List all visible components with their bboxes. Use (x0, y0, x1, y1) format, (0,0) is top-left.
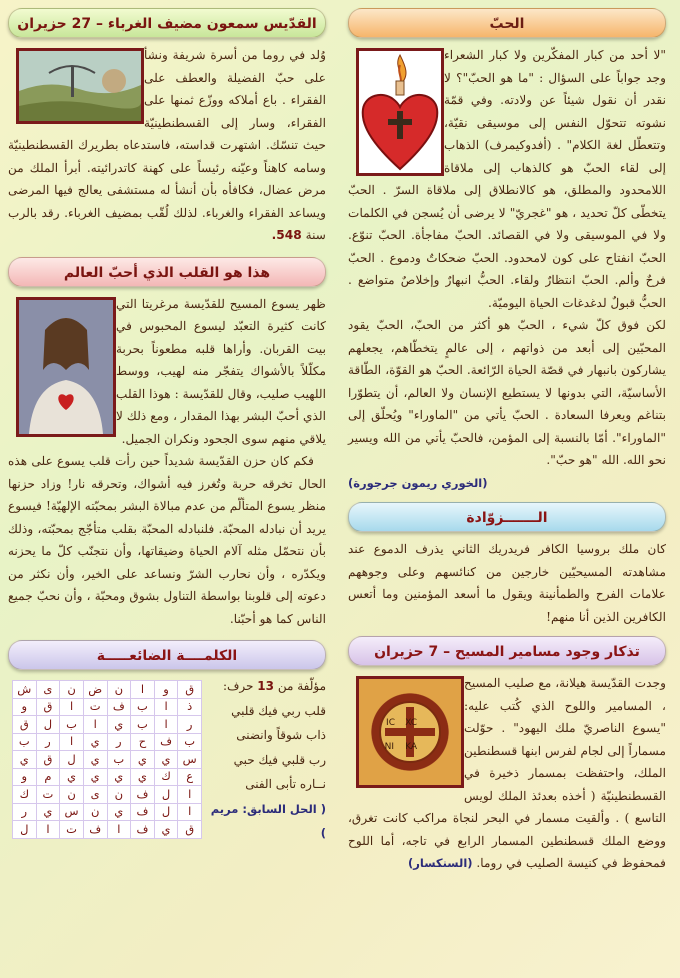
grid-cell: ش (13, 681, 37, 699)
heart-paragraph-2: فكم كان حزن القدّيسة شديداً حين رأت قلب يسوع على هذه الحال تخرقه حربة وتُغرز فيه أشواك، وتحرقه نار! وزاد حزنها منظر يسوع المتألّم من عدم مبالاة البشر بمحبّته الإلهيّة! فيسوع يريد أن نبادله المحبّة. فلنبادله المحبّة بقلب متأجّج بمحبّته، وذلك بأن نتحمّل مثله آلام الحياة وضيقاتها، وأن نتجنّب كلّ ما يحزنه ويكدّره ، وأن نحارب الشرّ ونساعد على الخير، وأن نكثر من دعوته إلى قلوبنا بواسطة التناول بشوق ومحبّة ، وأن نحبّ جميع الناس كما هو أحبّنا. (8, 454, 326, 626)
grid-cell: ك (13, 786, 37, 804)
grid-cell: ي (131, 768, 155, 786)
grid-cell: ى (36, 681, 60, 699)
grid-cell: ي (154, 821, 178, 839)
grid-cell: ق (36, 698, 60, 716)
grid-cell: و (154, 681, 178, 699)
grid-cell: ي (13, 751, 37, 769)
cross-medallion-icon (359, 679, 461, 785)
svg-text:IC: IC (386, 718, 395, 728)
letter-grid (12, 680, 202, 839)
grid-cell: ر (13, 803, 37, 821)
grid-cell: ا (107, 821, 131, 839)
nails-text: وجدت القدّيسة هيلانة، مع صليب المسيح ، المسامير واللوح الذي كُتب عليه: "يسوع الناصريّ ملك اليهود" . حوّلت مسماراً إلى لجام لفرس ابنها قسطنطين الملك، واحتفظت بمسمار ذخيرة في القسطنطينيّة ( أخذه بعدئذ الملك لويس التاسع ) . وألقيت مسمار في البحر لنجاة مراكب كانت تغرق، ووضع الملك قسطنطين المسمار الرابع في تاجه، أما اللوح فمحفوظ في كنيسة الصليب في روما. (348, 676, 666, 870)
church-landscape-image (16, 48, 144, 124)
grid-cell: ي (107, 768, 131, 786)
love-title: الحبّ (348, 8, 666, 38)
grid-row (13, 803, 202, 821)
saint-title: القدّيس سمعون مضيف الغرباء – 27 حزيران (8, 8, 326, 38)
grid-cell: ذ (178, 698, 202, 716)
grid-cell: ع (178, 768, 202, 786)
grid-cell: ت (60, 821, 84, 839)
grid-cell: ق (178, 681, 202, 699)
grid-cell: ل (60, 751, 84, 769)
anecdote-text: كان ملك بروسيا الكافر فريدريك الثاني يذرف الدموع عند مشاهدته المسيحيّين خارجين من كنائسهم وعلى وجوههم علامات الفرح والطمأنينة ويقول ما أسعد المؤمنين وما أتعس الكافرين الذين أنا منهم! (348, 542, 666, 624)
grid-cell: ا (178, 786, 202, 804)
right-column (348, 8, 666, 875)
grid-cell: ن (60, 681, 84, 699)
grid-cell: ر (107, 733, 131, 751)
grid-cell: ن (107, 681, 131, 699)
puzzle-line-1: قلب ربي فيك قلبي (231, 703, 326, 718)
grid-row (13, 786, 202, 804)
grid-cell: ر (178, 716, 202, 734)
grid-cell: ي (107, 803, 131, 821)
anecdote-title: الـــــــزوّادة (348, 502, 666, 532)
svg-text:KA: KA (405, 742, 417, 752)
puzzle-previous-answer: ( الحل السابق: مريم ) (210, 801, 326, 840)
grid-cell: ق (178, 821, 202, 839)
left-column (8, 8, 326, 846)
grid-cell: ل (154, 803, 178, 821)
grid-cell: ب (107, 751, 131, 769)
grid-cell: س (178, 751, 202, 769)
saint-article (8, 44, 326, 247)
puzzle-letter-count: 13 (257, 679, 274, 693)
heart-paragraph-1: ظهر يسوع المسيح للقدّيسة مرغريتا التي كانت كثيرة التعبّد ليسوع المحبوس في بيت القربان. وأراها قلبه مطعوناً بحربة مكلّلاً بالأشواك يتفجّر منه لهيب، ووسط اللهيب صليب، وقال للقدّيسة : هوذا القلب الذي أحبّ البشر بهذا المقدار ، ومع ذلك لا يلاقي منهم سوى الجحود ونكران الجميل. (116, 296, 326, 446)
grid-cell: ا (83, 716, 107, 734)
grid-row (13, 681, 202, 699)
grid-cell: ا (178, 803, 202, 821)
puzzle-line-3: رب قلبي فيك حبي (233, 752, 326, 767)
grid-cell: ح (131, 733, 155, 751)
grid-cell: س (60, 803, 84, 821)
grid-cell: ي (131, 751, 155, 769)
grid-cell: ا (154, 716, 178, 734)
grid-cell: و (13, 698, 37, 716)
grid-cell: ب (131, 716, 155, 734)
grid-cell: ب (131, 698, 155, 716)
grid-cell: ا (131, 681, 155, 699)
grid-cell: ي (83, 768, 107, 786)
grid-cell: ف (131, 786, 155, 804)
saint-year: 548. (271, 228, 302, 242)
grid-cell: ق (13, 716, 37, 734)
grid-cell: ن (83, 803, 107, 821)
grid-row (13, 768, 202, 786)
grid-cell: ي (36, 803, 60, 821)
sacred-heart-icon (359, 51, 441, 173)
grid-cell: ي (154, 751, 178, 769)
grid-cell: ل (154, 786, 178, 804)
puzzle-intro-suffix: حرف: (222, 679, 254, 693)
grid-cell: ا (60, 698, 84, 716)
svg-text:NI: NI (384, 742, 394, 752)
nails-article (348, 672, 666, 875)
grid-cell: ن (107, 786, 131, 804)
grid-cell: ن (60, 786, 84, 804)
grid-cell: ا (154, 698, 178, 716)
grid-cell: ي (107, 716, 131, 734)
grid-cell: ي (83, 751, 107, 769)
grid-cell: ف (131, 821, 155, 839)
grid-cell: ي (60, 768, 84, 786)
grid-cell: ب (178, 733, 202, 751)
grid-cell: ا (36, 821, 60, 839)
puzzle-line-2: ذاب شوقاً وانضنى (236, 728, 326, 742)
grid-cell: ض (83, 681, 107, 699)
grid-cell: م (36, 768, 60, 786)
grid-cell: ك (154, 768, 178, 786)
svg-text:XC: XC (405, 718, 417, 728)
grid-cell: ت (36, 786, 60, 804)
grid-cell: ق (36, 751, 60, 769)
love-paragraph-2: لكن فوق كلّ شيء ، الحبّ هو أكثر من الحبّ، الحبّ يقود المحبّين إلى أبعد من ذواتهم ، إلى عالمٍ يتخطّاهم، يجعلهم يشاركون بانبهار في قصّة الحياة الرّائعة. الحبّ هو القوّة، الطّاقة الأساسيّة، التي بدونها لا يستطيع الإنسان ولا العالم، أن يتطوّرا بتناغم ويعرفا السعادة . الحبّ يأتي من "الماوراء" ويُحلّق إلى "الماوراء". أمّا بالنسبة إلى المؤمن، فالحبّ يأتي من الله ويسير نحو الله. الله "هو حبّ". (348, 318, 666, 467)
nails-signature: (السنكسار) (408, 856, 473, 870)
grid-row (13, 698, 202, 716)
grid-row (13, 733, 202, 751)
grid-cell: ب (60, 716, 84, 734)
love-paragraph-1: "لا أحد من كبار المفكّرين ولا كبار الشعراء وجد جواباً على السؤال : "ما هو الحبّ"؟ لا نقدر أن نقول شيئاً عن ولادته. وفي قمّة نشوته تتحوّل النفس إلى موسيقى نقيّة، وتتعطّل لغة الكلام" . (أفدوكيمرف) الذهاب إلى لقاء الحبّ هو كالذهاب إلى ملاقاة اللامحدود والمطلق، هو كالانطلاق إلى ملاقاة السرّ . الحبّ يتخطّى كلّ تحديد ، هو "غجريّ" لا يرضى أن يُسجن في الكلمات ولا في الموسيقى ولا في القصائد. الحبّ مفاجأة. الحبّ تنوّع. الحبّ انفتاح على كون لامحدود. الحبّ ضحكاتٌ ودموع . الحبّ فرحٌ وألم. الحبّ انتظارٌ ولقاء. الحبُّ انبهارٌ وإخلاصٌ متواضع . الحبُّ قبولٌ لدغدغات الحياة اليوميّة. (348, 48, 666, 310)
heart-title: هذا هو القلب الذي أحبّ العالم (8, 257, 326, 287)
grid-cell: ف (107, 698, 131, 716)
saint-text: وُلد في روما من أسرة شريفة ونشأ على حبّ الفضيلة والعطف على الفقراء . باع أملاكه ووزّع ثمنها على الفقراء، وسار إلى القسطنطينيّة حيث تنسّك. اشتهرت قداسته، فاستدعاه بطريرك القسطنطينيّة وسامه كاهناً وعيّنه رئيساً على كهنة كاتدرائيته. أبرأ الملك من مرض عضال، فكافأه بأن أنشأ له مستشفى يعالج فيها المرضى ويساعد الفقراء والغرباء. لذلك لُقّب بمضيف الغرباء. رقد بالرب سنة (8, 48, 326, 242)
grid-cell: ف (131, 803, 155, 821)
orthodox-icon-image (356, 676, 464, 788)
nails-title: تذكار وجود مسامير المسيح – 7 حزيران (348, 636, 666, 666)
grid-cell: ل (36, 716, 60, 734)
grid-cell: ي (83, 733, 107, 751)
grid-cell: و (13, 768, 37, 786)
love-signature: (الخوري ريمون جرجورة) (348, 475, 488, 490)
grid-row (13, 751, 202, 769)
grid-cell: ر (36, 733, 60, 751)
grid-cell: ا (60, 733, 84, 751)
grid-cell: ب (13, 733, 37, 751)
puzzle-line-4: نــاره تأبى الفنى (245, 777, 326, 791)
grid-row (13, 821, 202, 839)
grid-cell: ف (154, 733, 178, 751)
grid-cell: ف (83, 821, 107, 839)
heart-article (8, 293, 326, 631)
landscape-icon (19, 51, 141, 121)
puzzle-intro-prefix: مؤلّفة من (277, 679, 326, 693)
grid-cell: ل (13, 821, 37, 839)
jesus-portrait-icon (19, 300, 113, 434)
jesus-portrait-image (16, 297, 116, 437)
love-article (348, 44, 666, 494)
puzzle-section (8, 674, 326, 846)
grid-cell: ى (83, 786, 107, 804)
puzzle-title: الكلمــــة الضائعـــــة (8, 640, 326, 670)
sacred-heart-image (356, 48, 444, 176)
grid-row (13, 716, 202, 734)
grid-cell: ت (83, 698, 107, 716)
